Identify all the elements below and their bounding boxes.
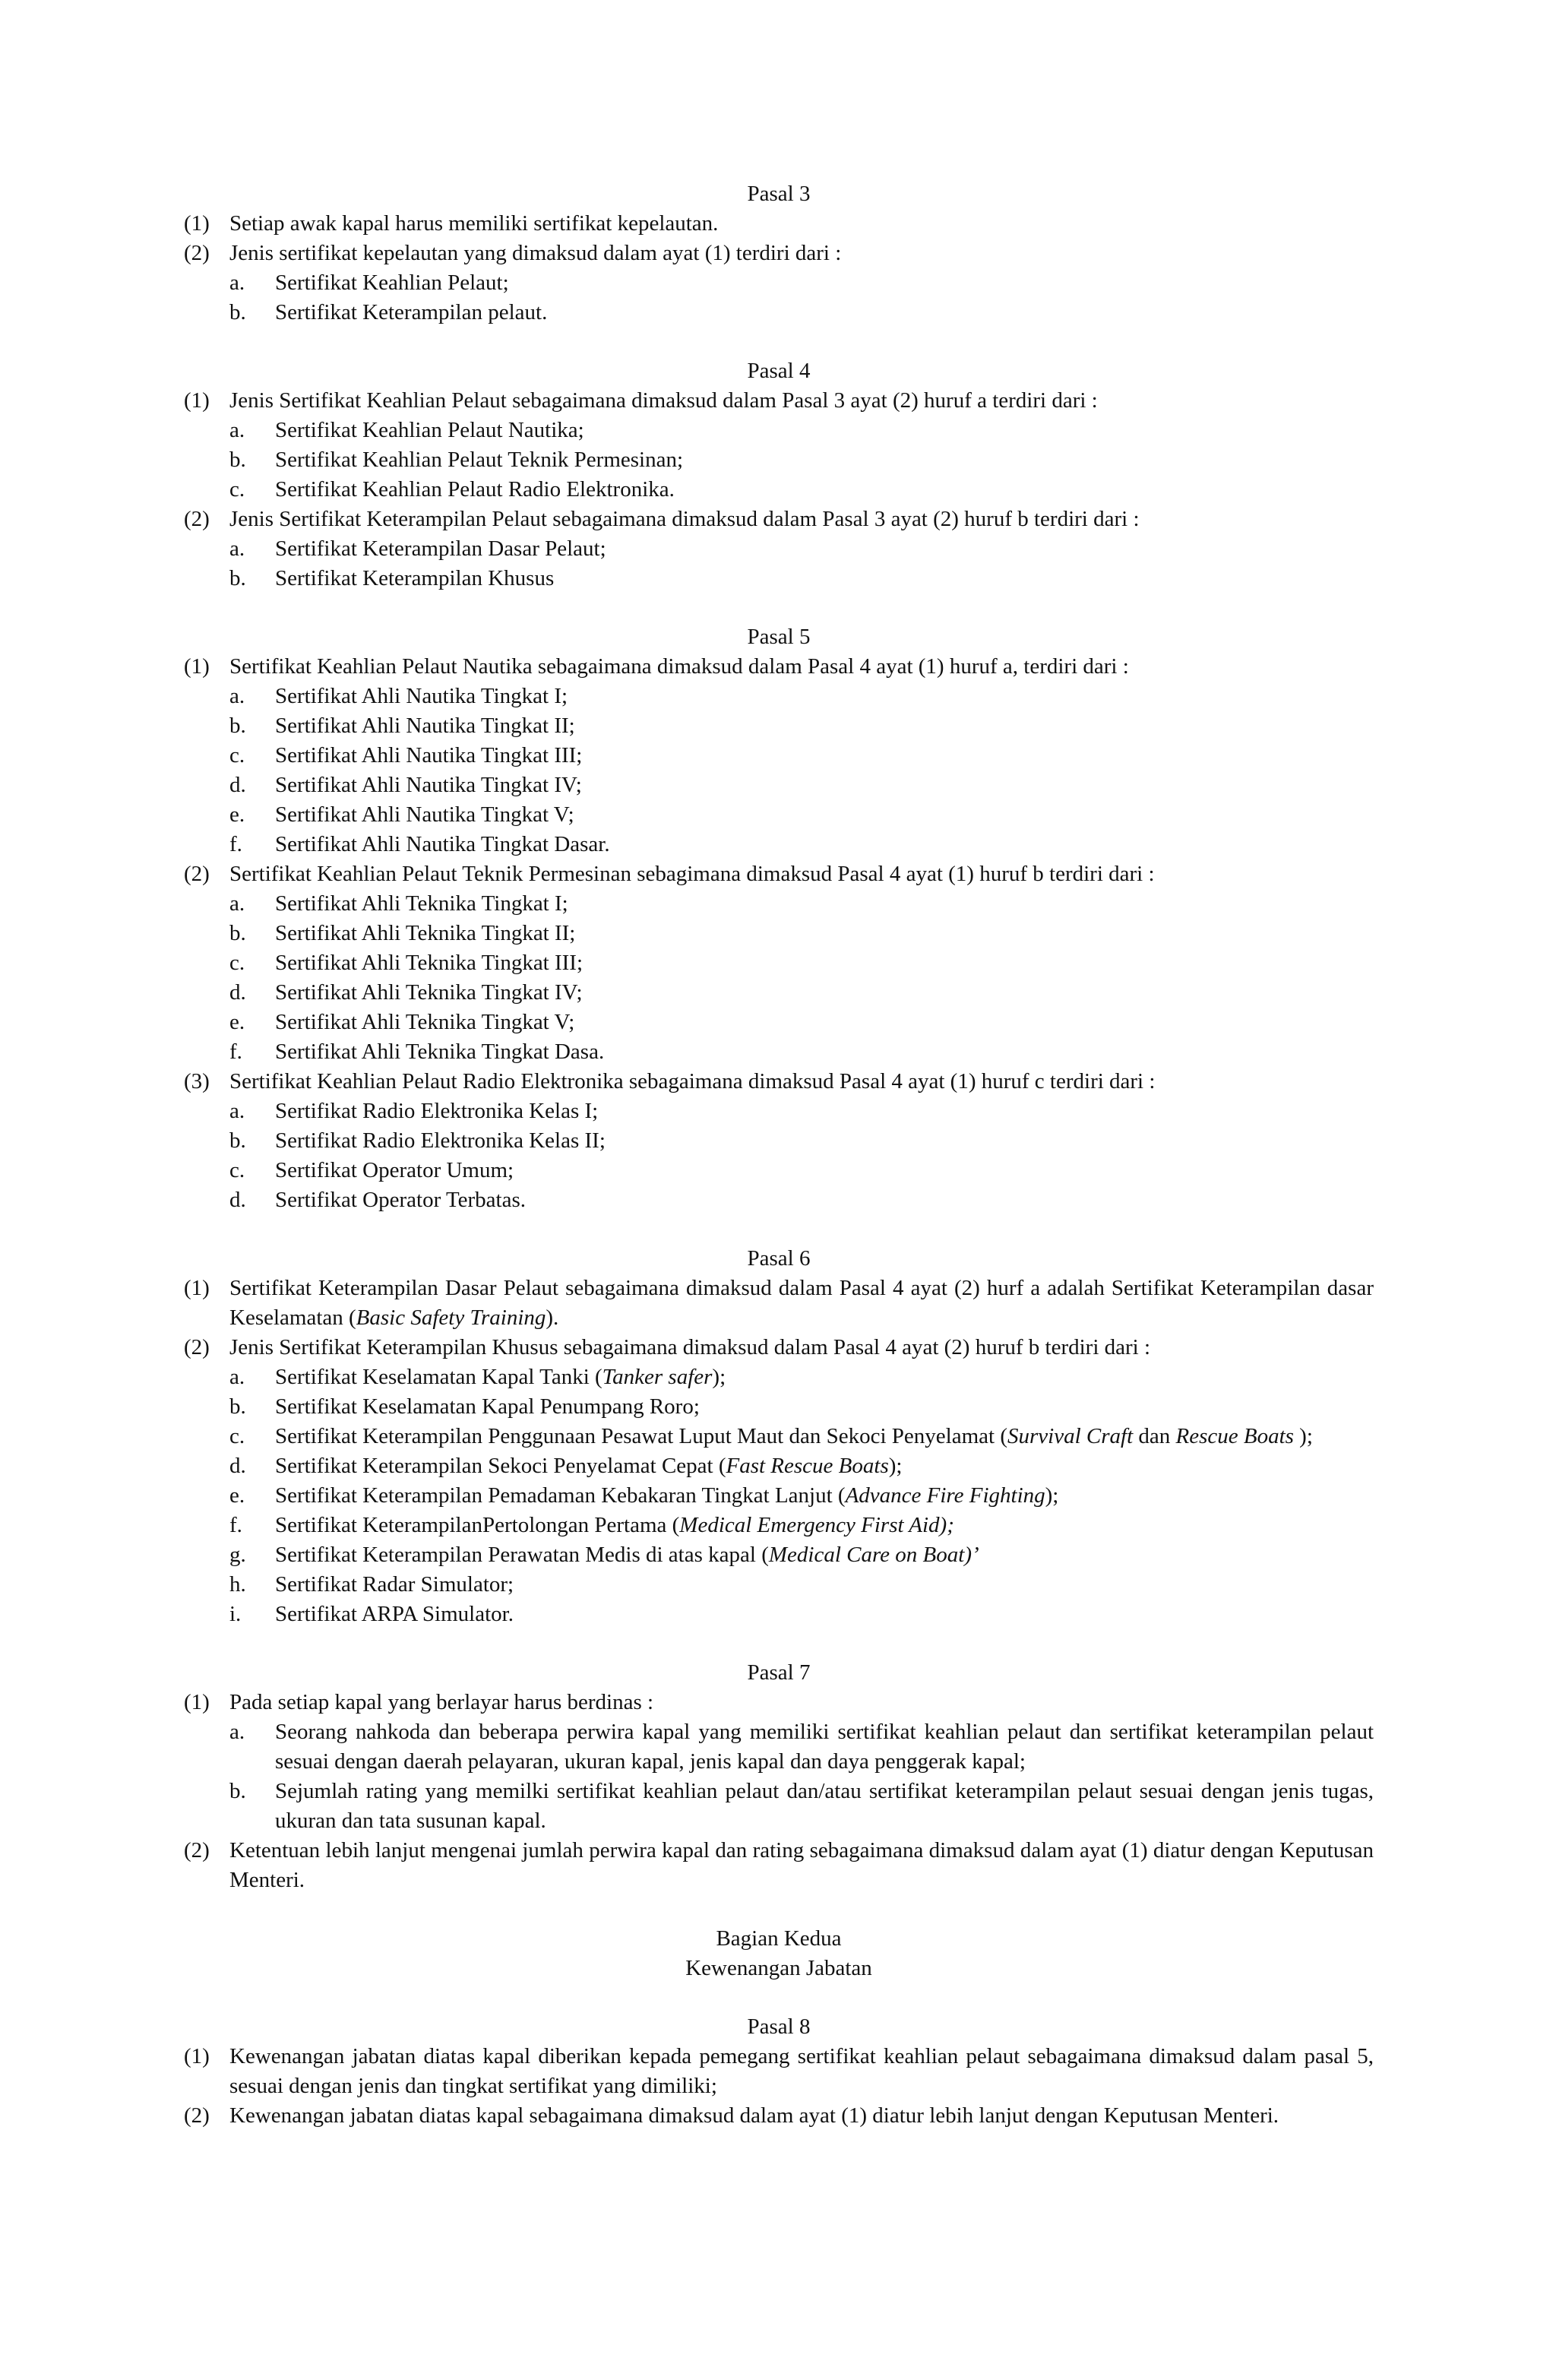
list-item-text [275,1362,1374,1392]
text-run: Sertifikat Keterampilan Pemadaman Kebakaran Tingkat Lanjut ( [275,1483,846,1508]
section [184,179,1374,328]
list-item-letter: b. [229,714,246,738]
list-item-letter: c. [229,477,245,502]
list-item-letter: c. [229,743,245,767]
list-item-text [275,534,1374,564]
list-item [184,1451,1374,1481]
ayat-number: (1) [184,1690,210,1714]
text-run: ); [1293,1424,1313,1448]
list-item-letter: a. [229,418,245,442]
list-item [184,1185,1374,1215]
list-item [184,711,1374,741]
text-run: Sertifikat Keterampilan Khusus [275,566,555,590]
list-item-text [275,1600,1374,1629]
ayat-number: (1) [184,654,210,679]
section [184,1244,1374,1629]
text-run: Sertifikat Keterampilan pelaut. [275,300,548,324]
list-item [184,1362,1374,1392]
list-item-text [275,682,1374,711]
text-run: Sertifikat KeterampilanPertolongan Pertama ( [275,1513,680,1537]
list-item-letter: a. [229,891,245,916]
list-item-letter: e. [229,1483,245,1508]
list-item [184,1008,1374,1037]
list-item-text [275,298,1374,328]
ayat-paragraph [184,2101,1374,2131]
list-item-letter: e. [229,1010,245,1034]
list-item [184,1097,1374,1126]
text-run: Sertifikat Ahli Teknika Tingkat II; [275,921,576,945]
list-item [184,1540,1374,1570]
ayat-paragraph [184,1067,1374,1097]
list-item-letter: h. [229,1572,246,1597]
text-run: Sertifikat Operator Umum; [275,1158,514,1182]
italic-term: Tanker safer [602,1365,713,1389]
list-item-text [275,1540,1374,1570]
list-item-text [275,1570,1374,1600]
text-run: Sertifikat Ahli Nautika Tingkat II; [275,714,575,738]
section [184,1924,1374,1983]
section [184,2012,1374,2131]
list-item [184,564,1374,593]
text-run: Sertifikat Keterampilan Dasar Pelaut; [275,536,606,561]
list-item-letter: b. [229,300,246,324]
ayat-text [229,2101,1374,2131]
text-run: Seorang nahkoda dan beberapa perwira kapal yang memiliki sertifikat keahlian pelaut dan sertifikat keterampilan pelaut sesuai dengan daerah pelayaran, ukuran kapal, jenis kapal dan daya penggerak kapal; [275,1720,1374,1774]
ayat-text [229,859,1374,889]
list-item-letter: f. [229,832,242,856]
text-run: Sertifikat Radio Elektronika Kelas I; [275,1099,599,1123]
list-item [184,800,1374,830]
ayat-number: (3) [184,1069,210,1093]
ayat-number: (2) [184,1335,210,1359]
section [184,356,1374,593]
text-run: Sertifikat Keahlian Pelaut Teknik Permesinan; [275,448,684,472]
list-item [184,534,1374,564]
text-run: Jenis Sertifikat Keterampilan Khusus sebagaimana dimaksud dalam Pasal 4 ayat (2) huruf b terdiri dari : [229,1335,1151,1359]
list-item [184,1392,1374,1422]
list-item [184,978,1374,1008]
list-item-letter: a. [229,271,245,295]
ayat-text [229,209,1374,239]
list-item [184,889,1374,919]
list-item-letter: f. [229,1513,242,1537]
list-item-text [275,1777,1374,1836]
list-item [184,1037,1374,1067]
list-item-text [275,1008,1374,1037]
text-run: Sertifikat Operator Terbatas. [275,1188,527,1212]
italic-term: Medical Care on Boat)’ [768,1543,979,1567]
text-run: Sertifikat Keterampilan Penggunaan Pesawat Luput Maut dan Sekoci Penyelamat ( [275,1424,1007,1448]
text-run: dan [1133,1424,1176,1448]
text-run: Sertifikat Keterampilan Sekoci Penyelamat Cepat ( [275,1454,726,1478]
ayat-number: (2) [184,507,210,531]
list-item-letter: c. [229,951,245,975]
list-item-letter: b. [229,1394,246,1419]
list-item-text [275,1511,1374,1540]
list-item [184,771,1374,800]
ayat-number: (2) [184,862,210,886]
ayat-number: (1) [184,388,210,413]
list-item-letter: a. [229,1365,245,1389]
list-item-text [275,800,1374,830]
ayat-paragraph [184,505,1374,534]
text-run: Sertifikat Keterampilan Perawatan Medis di atas kapal ( [275,1543,769,1567]
ayat-number: (1) [184,2044,210,2068]
section-heading: Pasal 3 [747,182,811,206]
ayat-number: (1) [184,211,210,236]
list-item-text [275,711,1374,741]
list-item [184,298,1374,328]
text-run: Jenis Sertifikat Keahlian Pelaut sebagaimana dimaksud dalam Pasal 3 ayat (2) huruf a terdiri dari : [229,388,1098,413]
list-item-text [275,416,1374,445]
text-run: ). [546,1306,559,1330]
list-item-letter: e. [229,802,245,827]
list-item [184,948,1374,978]
ayat-paragraph [184,386,1374,416]
text-run: Sertifikat Ahli Teknika Tingkat IV; [275,980,583,1005]
ayat-text [229,1836,1374,1895]
ayat-text [229,2042,1374,2101]
text-run: Sertifikat Radar Simulator; [275,1572,514,1597]
text-run: ); [888,1454,903,1478]
list-item-letter: b. [229,566,246,590]
list-item-letter: c. [229,1158,245,1182]
text-run: Jenis sertifikat kepelautan yang dimaksud dalam ayat (1) terdiri dari : [229,241,842,265]
list-item-letter: d. [229,773,246,797]
list-item-letter: d. [229,980,246,1005]
ayat-paragraph [184,239,1374,268]
list-item-text [275,889,1374,919]
text-run: Sertifikat Keterampilan Dasar Pelaut sebagaimana dimaksud dalam Pasal 4 ayat (2) hurf a adalah Sertifikat Keterampilan dasar Keselamatan ( [229,1276,1374,1330]
text-run: Sertifikat Radio Elektronika Kelas II; [275,1128,606,1153]
list-item [184,1156,1374,1185]
text-run: Jenis Sertifikat Keterampilan Pelaut sebagaimana dimaksud dalam Pasal 3 ayat (2) huruf b terdiri dari : [229,507,1140,531]
list-item-letter: a. [229,536,245,561]
text-run: ); [712,1365,726,1389]
ayat-number: (2) [184,1838,210,1863]
list-item-text [275,1451,1374,1481]
ayat-text [229,1333,1374,1362]
list-item [184,741,1374,771]
text-run: Sertifikat Ahli Teknika Tingkat I; [275,891,568,916]
ayat-text [229,652,1374,682]
list-item [184,268,1374,298]
section [184,1658,1374,1895]
ayat-text [229,505,1374,534]
text-run: Kewenangan jabatan diatas kapal sebagaimana dimaksud dalam ayat (1) diatur lebih lanjut dengan Keputusan Menteri. [229,2103,1279,2128]
list-item-letter: b. [229,921,246,945]
section-heading: Kewenangan Jabatan [685,1956,872,1980]
list-item-text [275,475,1374,505]
list-item-letter: f. [229,1040,242,1064]
text-run: Sertifikat Keahlian Pelaut Nautika sebagaimana dimaksud dalam Pasal 4 ayat (1) huruf a, terdiri dari : [229,654,1129,679]
list-item [184,682,1374,711]
text-run: Pada setiap kapal yang berlayar harus berdinas : [229,1690,654,1714]
ayat-paragraph [184,2042,1374,2101]
text-run: Sertifikat Ahli Nautika Tingkat V; [275,802,574,827]
ayat-number: (2) [184,2103,210,2128]
list-item-text [275,445,1374,475]
ayat-text [229,1688,1374,1717]
list-item [184,475,1374,505]
list-item-text [275,1156,1374,1185]
list-item-text [275,948,1374,978]
ayat-text [229,1067,1374,1097]
text-run: Sertifikat Ahli Nautika Tingkat IV; [275,773,582,797]
text-run: Sertifikat Ahli Nautika Tingkat Dasar. [275,832,610,856]
text-run: Sertifikat Keselamatan Kapal Tanki ( [275,1365,602,1389]
list-item-text [275,268,1374,298]
section [184,622,1374,1215]
list-item-text [275,1422,1374,1451]
list-item-letter: a. [229,1720,245,1744]
list-item [184,1570,1374,1600]
text-run: Sertifikat ARPA Simulator. [275,1602,514,1626]
list-item-text [275,1097,1374,1126]
italic-term: Basic Safety Training [356,1306,546,1330]
ayat-text [229,386,1374,416]
text-run: Sertifikat Keselamatan Kapal Penumpang Roro; [275,1394,700,1419]
ayat-paragraph [184,209,1374,239]
list-item-letter: b. [229,448,246,472]
list-item [184,1511,1374,1540]
text-run: Sertifikat Ahli Teknika Tingkat III; [275,951,584,975]
ayat-paragraph [184,1333,1374,1362]
list-item-text [275,978,1374,1008]
list-item-letter: b. [229,1128,246,1153]
text-run: Sertifikat Keahlian Pelaut Nautika; [275,418,584,442]
list-item [184,1600,1374,1629]
ayat-paragraph [184,859,1374,889]
list-item [184,919,1374,948]
ayat-number: (2) [184,241,210,265]
italic-term: Fast Rescue Boats [726,1454,889,1478]
list-item-letter: g. [229,1543,246,1567]
text-run: Sejumlah rating yang memilki sertifikat keahlian pelaut dan/atau sertifikat keterampilan pelaut sesuai dengan jenis tugas, ukuran dan tata susunan kapal. [275,1779,1374,1833]
text-run: Kewenangan jabatan diatas kapal diberikan kepada pemegang sertifikat keahlian pelaut sebagaimana dimaksud dalam pasal 5, sesuai dengan jenis dan tingkat sertifikat yang dimiliki; [229,2044,1374,2098]
list-item-letter: b. [229,1779,246,1803]
ayat-text [229,239,1374,268]
list-item-letter: i. [229,1602,242,1626]
list-item-letter: d. [229,1454,246,1478]
ayat-paragraph [184,1836,1374,1895]
text-run: Sertifikat Keahlian Pelaut; [275,271,509,295]
text-run: Sertifikat Ahli Nautika Tingkat I; [275,684,568,708]
list-item-text [275,1037,1374,1067]
section-heading: Pasal 6 [747,1246,811,1271]
section-heading: Pasal 7 [747,1660,811,1685]
section-heading: Pasal 8 [747,2014,811,2039]
list-item-text [275,771,1374,800]
list-item [184,416,1374,445]
list-item-text [275,919,1374,948]
ayat-paragraph [184,652,1374,682]
list-item-letter: a. [229,1099,245,1123]
ayat-text [229,1274,1374,1333]
list-item [184,445,1374,475]
list-item-letter: c. [229,1424,245,1448]
text-run: Setiap awak kapal harus memiliki sertifikat kepelautan. [229,211,719,236]
list-item [184,1126,1374,1156]
list-item-letter: a. [229,684,245,708]
ayat-paragraph [184,1274,1374,1333]
list-item [184,1777,1374,1836]
ayat-number: (1) [184,1276,210,1300]
list-item [184,1717,1374,1777]
list-item-text [275,1481,1374,1511]
list-item-letter: d. [229,1188,246,1212]
list-item-text [275,741,1374,771]
text-run: Ketentuan lebih lanjut mengenai jumlah perwira kapal dan rating sebagaimana dimaksud dalam ayat (1) diatur dengan Keputusan Menteri. [229,1838,1374,1892]
section-heading: Pasal 4 [747,359,811,383]
list-item [184,1481,1374,1511]
list-item-text [275,1185,1374,1215]
list-item-text [275,830,1374,859]
section-heading: Pasal 5 [747,625,811,649]
text-run: Sertifikat Keahlian Pelaut Teknik Permesinan sebagimana dimaksud Pasal 4 ayat (1) huruf b terdiri dari : [229,862,1155,886]
text-run: Sertifikat Ahli Teknika Tingkat V; [275,1010,575,1034]
list-item-text [275,1717,1374,1777]
text-run: Sertifikat Keahlian Pelaut Radio Elektronika. [275,477,675,502]
italic-term: Rescue Boats [1175,1424,1294,1448]
italic-term: Advance Fire Fighting [845,1483,1045,1508]
text-run: Sertifikat Ahli Teknika Tingkat Dasa. [275,1040,605,1064]
list-item [184,1422,1374,1451]
list-item-text [275,1392,1374,1422]
list-item [184,830,1374,859]
italic-term: Medical Emergency First Aid); [679,1513,954,1537]
list-item-text [275,1126,1374,1156]
ayat-paragraph [184,1688,1374,1717]
list-item-text [275,564,1374,593]
section-heading: Bagian Kedua [716,1926,842,1951]
text-run: ); [1045,1483,1059,1508]
italic-term: Survival Craft [1007,1424,1134,1448]
text-run: Sertifikat Keahlian Pelaut Radio Elektronika sebagaimana dimaksud Pasal 4 ayat (1) huruf c terdiri dari : [229,1069,1156,1093]
text-run: Sertifikat Ahli Nautika Tingkat III; [275,743,583,767]
